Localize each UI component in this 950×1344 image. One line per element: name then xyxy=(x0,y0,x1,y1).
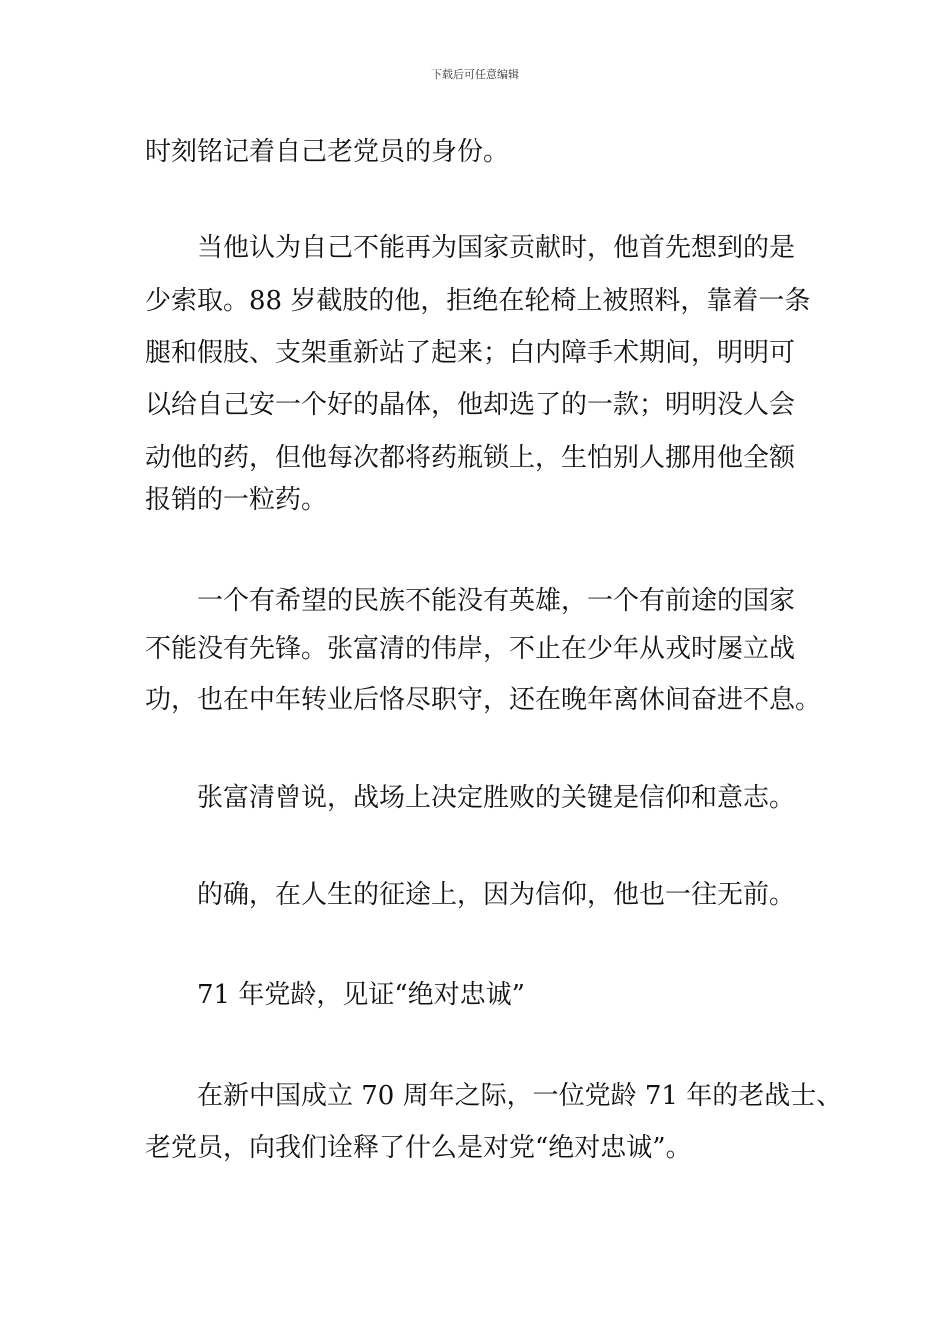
text-line: 时刻铭记着自己老党员的身份。 xyxy=(145,137,510,167)
text-line: 老党员，向我们诠释了什么是对党“绝对忠诚”。 xyxy=(145,1133,692,1163)
section-heading: 71 年党龄，见证“绝对忠诚” xyxy=(197,980,525,1010)
page-header: 下载后可任意编辑 xyxy=(431,68,519,81)
text-line: 不能没有先锋。张富清的伟岸，不止在少年从戎时屡立战 xyxy=(145,634,796,664)
text-line: 在新中国成立 70 周年之际，一位党龄 71 年的老战士、 xyxy=(197,1081,843,1111)
text-line: 一个有希望的民族不能没有英雄，一个有前途的国家 xyxy=(197,586,796,616)
text-line: 动他的药，但他每次都将药瓶锁上，生怕别人挪用他全额 xyxy=(145,443,796,473)
text-line: 报销的一粒药。 xyxy=(145,485,328,515)
text-line: 以给自己安一个好的晶体，他却选了的一款；明明没人会 xyxy=(145,390,796,420)
text-line: 腿和假肢、支架重新站了起来；白内障手术期间，明明可 xyxy=(145,338,796,368)
text-line: 当他认为自己不能再为国家贡献时，他首先想到的是 xyxy=(197,233,796,263)
text-line: 功，也在中年转业后恪尽职守，还在晚年离休间奋进不息。 xyxy=(145,685,822,715)
text-line: 少索取。88 岁截肢的他，拒绝在轮椅上被照料，靠着一条 xyxy=(145,286,811,316)
text-line: 的确，在人生的征途上，因为信仰，他也一往无前。 xyxy=(197,880,796,910)
text-line: 张富清曾说，战场上决定胜败的关键是信仰和意志。 xyxy=(197,783,796,813)
